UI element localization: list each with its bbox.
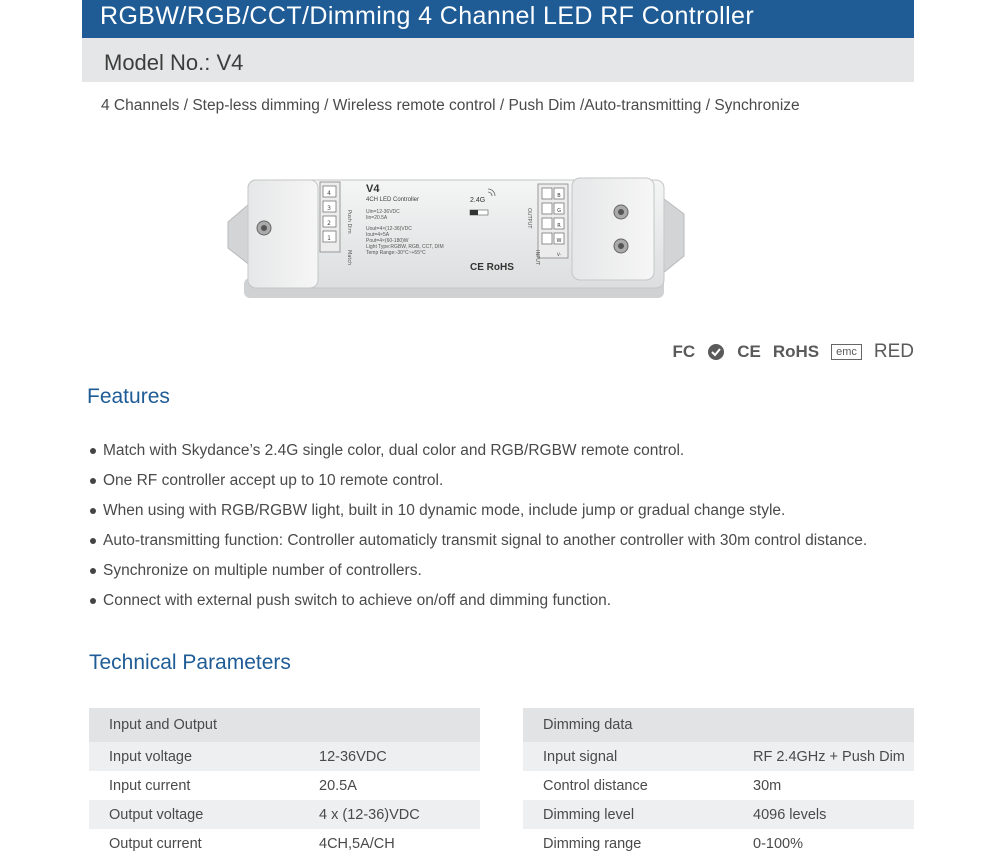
table-row: Output current 4CH,5A/CH: [109, 835, 395, 852]
output-label: OUTPUT: [526, 208, 532, 229]
input-terminal: V-: [557, 252, 561, 257]
product-image: [226, 170, 686, 310]
output-terminal: R: [557, 223, 561, 229]
screw-icon: [614, 205, 628, 219]
spec-line: Light Type:RGBW, RGB, CCT, DIM: [366, 244, 444, 250]
spec-line: Iin=20.5A: [366, 215, 388, 221]
fcc-icon: FC: [672, 342, 696, 361]
input-output-table: [89, 708, 480, 858]
table-row: Input signal RF 2.4GHz + Push Dim: [523, 742, 914, 771]
c-tick-icon: [707, 343, 725, 361]
spec-line: Temp Range:-30°C~+55°C: [366, 250, 426, 256]
red-icon: RED: [873, 341, 914, 362]
features-heading: Features: [87, 385, 170, 408]
spec-line: Uout=4×(12-36)VDC: [366, 226, 412, 232]
bullet-icon: [90, 538, 96, 544]
dimming-data-table: [523, 708, 914, 858]
output-terminal: W: [556, 238, 562, 244]
match-label: Match: [346, 250, 352, 266]
device-model-label: V4: [366, 183, 380, 195]
table-header: Input and Output: [89, 708, 480, 742]
table-row: Dimming range 0-100%: [543, 835, 803, 852]
push-dim-label: Push Dim: [346, 210, 352, 234]
output-terminal: G: [557, 208, 561, 214]
list-item: One RF controller accept up to 10 remote control.: [90, 471, 867, 501]
table-row: Output voltage 4 x (12-36)VDC: [89, 800, 480, 829]
screw-icon: [614, 239, 628, 253]
table-row: Input voltage 12-36VDC: [89, 742, 480, 771]
emc-icon: emc: [831, 344, 862, 360]
bullet-icon: [90, 598, 96, 604]
terminal-label: 1: [327, 235, 331, 242]
table-row: Input current 20.5A: [109, 777, 357, 794]
terminal-label: 4: [327, 190, 331, 197]
list-item: Auto-transmitting function: Controller automaticly transmit signal to another controller with 30m control distance.: [90, 531, 867, 561]
frequency-label: 2.4G: [470, 197, 486, 204]
feature-summary-line: 4 Channels / Step-less dimming / Wireless remote control / Push Dim /Auto-transmitting / Synchronize: [101, 97, 800, 114]
input-label: INPUT: [534, 250, 540, 265]
ce-icon: CE: [737, 342, 761, 361]
certification-logos: [673, 340, 914, 364]
screw-icon: [257, 221, 271, 235]
spec-line: Pout=4×(60-180)W: [366, 238, 409, 244]
output-terminal: B: [557, 193, 561, 199]
terminal-label: 3: [327, 205, 331, 212]
spec-line: Iout=4×5A: [366, 232, 390, 238]
list-item: Connect with external push switch to achieve on/off and dimming function.: [90, 591, 867, 621]
page-title: RGBW/RGB/CCT/Dimming 4 Channel LED RF Controller: [100, 2, 755, 30]
list-item: When using with RGB/RGBW light, built in 10 dynamic mode, include jump or gradual change style.: [90, 501, 867, 531]
list-item: Match with Skydance’s 2.4G single color, dual color and RGB/RGBW remote control.: [90, 441, 867, 471]
technical-parameters-heading: Technical Parameters: [89, 651, 291, 674]
ce-rohs-mark: CE RoHS: [470, 262, 514, 273]
table-header: Dimming data: [523, 708, 914, 742]
model-number: Model No.: V4: [104, 50, 244, 75]
bullet-icon: [90, 568, 96, 574]
table-row: Control distance 30m: [543, 777, 782, 794]
bullet-icon: [90, 508, 96, 514]
table-row: Dimming level 4096 levels: [523, 800, 914, 829]
list-item: Synchronize on multiple number of controllers.: [90, 561, 867, 591]
spec-line: Uin=12-36VDC: [366, 209, 400, 215]
feature-list: [90, 441, 867, 621]
terminal-label: 2: [327, 220, 331, 227]
device-name-label: 4CH LED Controller: [366, 197, 420, 203]
bullet-icon: [90, 448, 96, 454]
bullet-icon: [90, 478, 96, 484]
rohs-icon: RoHS: [772, 342, 820, 361]
